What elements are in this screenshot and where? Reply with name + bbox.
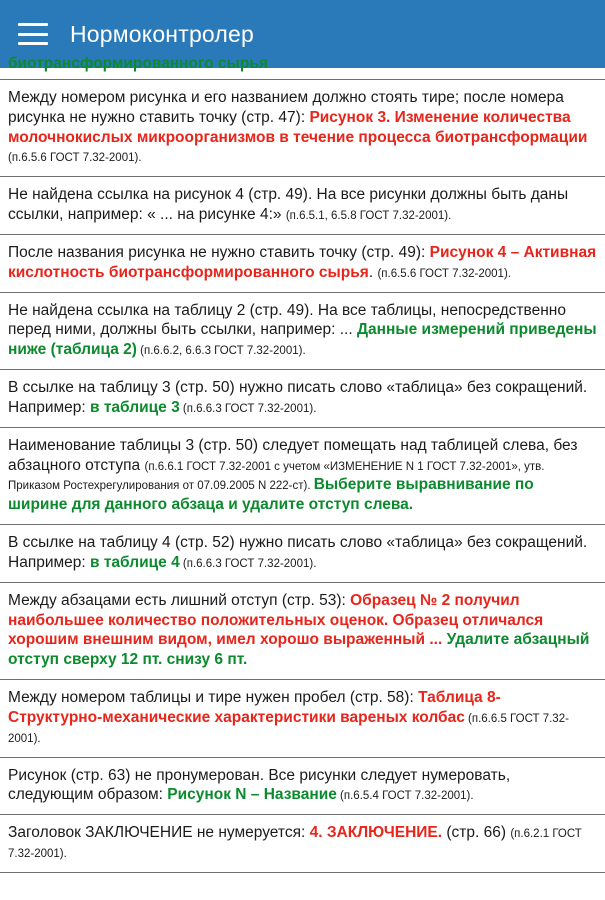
results-list[interactable] — [0, 55, 605, 900]
list-item-text — [8, 54, 597, 74]
text-segment: Между номером таблицы и тире нужен пробел (стр. 58): — [8, 689, 419, 707]
list-item[interactable] — [0, 428, 605, 525]
list-item[interactable] — [0, 55, 605, 80]
text-segment: . — [368, 263, 378, 281]
list-item-text — [8, 301, 597, 360]
text-segment: Данные измерений приведены ниже (таблица 2) — [8, 321, 597, 359]
text-segment: Не найдена ссылка на рисунок 4 (стр. 49). На все рисунки должны быть даны ссылки, например: « ... на рисунке 4:» — [8, 186, 569, 224]
hamburger-menu-icon[interactable] — [18, 23, 48, 45]
text-segment: Удалите абзацный отступ сверху 12 пт. снизу 6 пт. — [8, 631, 590, 669]
text-segment: (п.6.6.2, 6.6.3 ГОСТ 7.32-2001). — [136, 345, 306, 358]
list-item[interactable] — [0, 235, 605, 293]
text-segment: Рисунок (стр. 63) не пронумерован. Все рисунки следует нумеровать, следующим образом: — [8, 766, 511, 804]
list-item-text — [8, 436, 597, 515]
text-segment: Таблица 8- Структурно-механические характеристики вареных колбас — [8, 689, 501, 726]
text-segment: биотрансформированного сырья — [8, 55, 268, 72]
list-item[interactable] — [0, 177, 605, 235]
list-item-text — [8, 591, 597, 670]
text-segment: Заголовок ЗАКЛЮЧЕНИЕ не нумеруется: — [8, 824, 310, 842]
text-segment: (п.6.5.1, 6.5.8 ГОСТ 7.32-2001). — [285, 210, 452, 223]
text-segment: Наименование таблицы 3 (стр. 50) следует помещать над таблицей слева, без абзацного отступа — [8, 436, 578, 474]
text-segment: (п.6.5.6 ГОСТ 7.32-2001). — [8, 152, 142, 165]
text-segment: (п.6.6.3 ГОСТ 7.32-2001). — [179, 402, 317, 415]
list-item[interactable] — [0, 758, 605, 816]
list-item[interactable] — [0, 583, 605, 680]
text-segment: Образец № 2 получил наибольшее количество положительных оценок. Образец отличался хорошим внешним видом, имел хорошо выраженный ... — [8, 591, 544, 649]
list-item-text — [8, 766, 597, 806]
list-item-text — [8, 823, 597, 863]
text-segment: Рисунок 3. Изменение количества молочнокислых микроорганизмов в течение процесса биотрансформации — [8, 108, 588, 146]
list-item[interactable] — [0, 293, 605, 370]
text-segment: Выберите выравнивание по ширине для данного абзаца и удалите отступ слева. — [8, 476, 534, 514]
text-segment: В ссылке на таблицу 3 (стр. 50) нужно писать слово «таблица» без сокращений. Например: — [8, 379, 588, 416]
list-item-text — [8, 185, 597, 225]
text-segment: (стр. 66) — [442, 824, 511, 842]
list-item-text — [8, 88, 597, 167]
text-segment: в таблице 3 — [90, 398, 180, 416]
text-segment: Рисунок 4 – Активная кислотность биотрансформированного сырья — [8, 243, 597, 281]
list-item-text — [8, 533, 597, 573]
text-segment: 4. ЗАКЛЮЧЕНИЕ. — [309, 824, 443, 842]
list-item-text — [8, 378, 597, 418]
list-item[interactable] — [0, 525, 605, 583]
text-segment: Между номером рисунка и его названием должно стоять тире; после номера рисунка не нужно ставить точку (стр. 47): — [8, 89, 564, 126]
list-item[interactable] — [0, 80, 605, 177]
text-segment: (п.6.5.4 ГОСТ 7.32-2001). — [336, 790, 474, 803]
text-segment: Рисунок N – Название — [167, 786, 337, 804]
page-title: Нормоконтролер — [70, 20, 255, 47]
list-item[interactable] — [0, 680, 605, 757]
text-segment: (п.6.6.1 ГОСТ 7.32-2001 с учетом «ИЗМЕНЕНИЕ N 1 ГОСТ 7.32-2001», утв. Приказом Ростехрегулирования от 07.09.2005 N 222-ст). — [8, 460, 545, 493]
text-segment: (п.6.6.3 ГОСТ 7.32-2001). — [179, 557, 317, 570]
list-item-text — [8, 688, 597, 747]
text-segment: (п.6.5.6 ГОСТ 7.32-2001). — [377, 267, 511, 280]
text-segment: (п.6.6.5 ГОСТ 7.32-2001). — [8, 712, 569, 745]
text-segment: (п.6.2.1 ГОСТ 7.32-2001). — [8, 828, 582, 861]
list-item[interactable] — [0, 815, 605, 873]
list-item[interactable] — [0, 370, 605, 428]
text-segment: После названия рисунка не нужно ставить точку (стр. 49): — [8, 243, 430, 261]
text-segment: в таблице 4 — [90, 553, 180, 571]
text-segment: Между абзацами есть лишний отступ (стр. 53): — [8, 591, 351, 609]
text-segment: Не найдена ссылка на таблицу 2 (стр. 49). На все таблицы, непосредственно перед ними, должны быть ссылки, например: ... — [8, 301, 566, 339]
list-item-text — [8, 243, 597, 283]
text-segment: В ссылке на таблицу 4 (стр. 52) нужно писать слово «таблица» без сокращений. Например: — [8, 534, 588, 571]
